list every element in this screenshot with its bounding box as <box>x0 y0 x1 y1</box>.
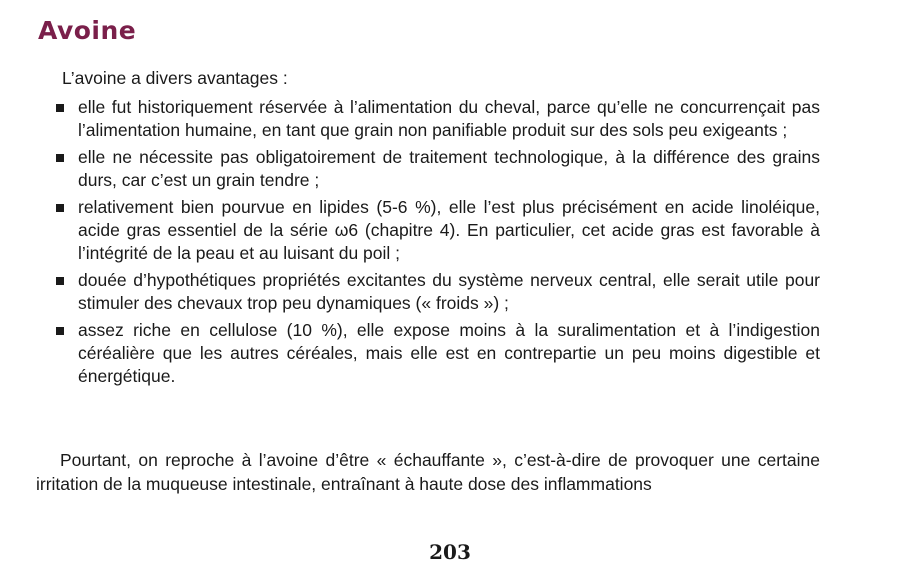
list-item <box>50 196 820 265</box>
section-title: Avoine <box>38 16 137 45</box>
list-item <box>50 319 820 388</box>
list-item-text: assez riche en cellulose (10 %), elle expose moins à la suralimentation et à l’indigestion céréalière que les autres céréales, mais elle est en contrepartie un peu moins digestible et énergétique. <box>78 320 820 386</box>
square-bullet-icon <box>56 204 64 212</box>
body-paragraph: Pourtant, on reproche à l’avoine d’être « échauffante », c’est-à-dire de provoquer une certaine irritation de la muqueuse intestinale, entraînant à haute dose des inflammations <box>36 450 820 494</box>
square-bullet-icon <box>56 154 64 162</box>
list-item-text: relativement bien pourvue en lipides (5-6 %), elle l’est plus précisément en acide linoléique, acide gras essentiel de la série ω6 (chapitre 4). En particulier, cet acide gras est favorable à l’intégrité de la peau et au luisant du poil ; <box>78 197 820 263</box>
square-bullet-icon <box>56 104 64 112</box>
square-bullet-icon <box>56 327 64 335</box>
intro-text: L’avoine a divers avantages : <box>62 68 288 88</box>
list-item <box>50 269 820 315</box>
list-item <box>50 146 820 192</box>
list-item <box>50 96 820 142</box>
advantages-list <box>50 96 820 392</box>
list-item-text: douée d’hypothétiques propriétés excitantes du système nerveux central, elle serait utile pour stimuler des chevaux trop peu dynamiques (« froids ») ; <box>78 270 820 313</box>
list-item-text: elle ne nécessite pas obligatoirement de traitement technologique, à la différence des grains durs, car c’est un grain tendre ; <box>78 147 820 190</box>
page-number: 203 <box>429 540 471 564</box>
list-item-text: elle fut historiquement réservée à l’alimentation du cheval, parce qu’elle ne concurrençait pas l’alimentation humaine, en tant que grain non panifiable produit sur des sols peu exigeants ; <box>78 97 820 140</box>
square-bullet-icon <box>56 277 64 285</box>
